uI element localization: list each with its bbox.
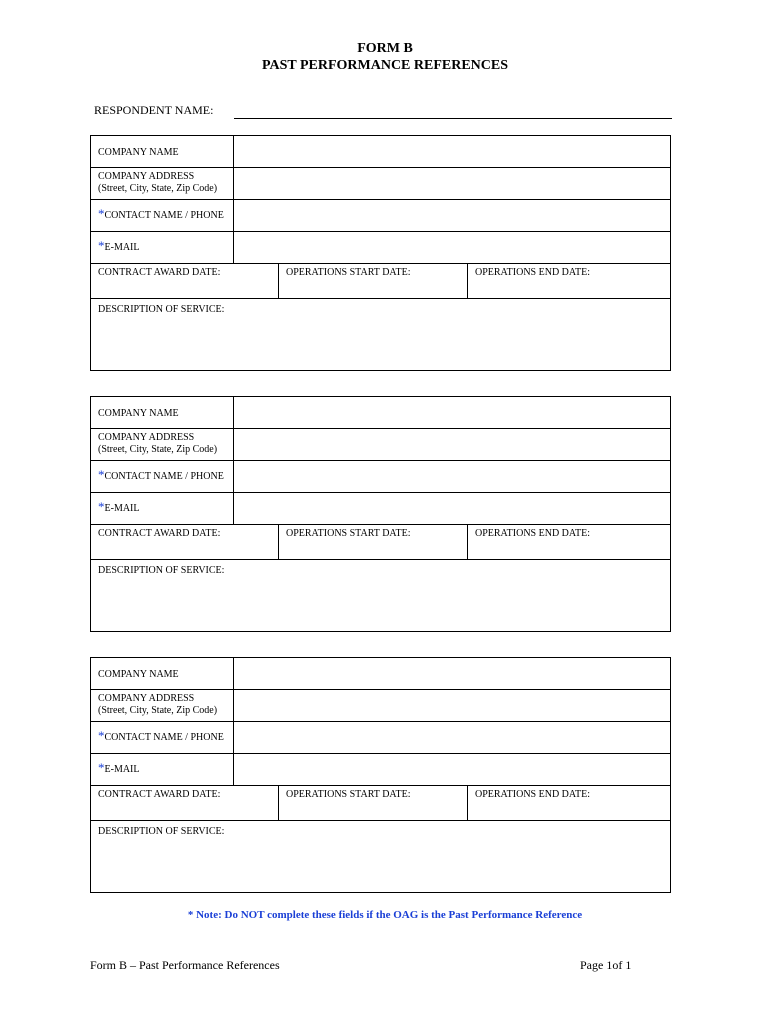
- email-field[interactable]: [234, 232, 670, 263]
- dates-row: [91, 264, 670, 299]
- contact-label-cell: [91, 722, 234, 753]
- required-asterisk: *: [98, 499, 105, 514]
- company-name-row: [91, 658, 670, 690]
- company-address-label-cell: [91, 690, 234, 721]
- contact-field[interactable]: [234, 200, 670, 231]
- operations-end-date-label: OPERATIONS END DATE:: [475, 528, 590, 539]
- contact-row: [91, 722, 670, 754]
- operations-start-date-label: OPERATIONS START DATE:: [286, 789, 411, 800]
- company-address-row: [91, 429, 670, 461]
- required-asterisk: *: [98, 728, 105, 743]
- dates-row: [91, 525, 670, 560]
- contact-label-cell: [91, 200, 234, 231]
- description-field[interactable]: [91, 560, 670, 631]
- contract-award-date-label: CONTRACT AWARD DATE:: [98, 789, 221, 800]
- email-row: [91, 493, 670, 525]
- company-address-label-cell: [91, 168, 234, 199]
- operations-start-date-field[interactable]: [279, 264, 468, 298]
- reference-block: [90, 396, 671, 632]
- company-address-row: [91, 690, 670, 722]
- dates-row: [91, 786, 670, 821]
- contract-award-date-label: CONTRACT AWARD DATE:: [98, 267, 221, 278]
- description-field[interactable]: [91, 821, 670, 892]
- contract-award-date-field[interactable]: [91, 264, 279, 298]
- note-text: * Note: Do NOT complete these fields if the OAG is the Past Performance Reference: [187, 909, 583, 921]
- operations-start-date-field[interactable]: [279, 786, 468, 820]
- description-label: DESCRIPTION OF SERVICE:: [98, 826, 225, 837]
- contact-row: [91, 200, 670, 232]
- company-address-label: COMPANY ADDRESS: [98, 171, 195, 182]
- contract-award-date-field[interactable]: [91, 525, 279, 559]
- respondent-name-field[interactable]: [234, 118, 672, 119]
- contact-label: CONTACT NAME / PHONE: [104, 210, 224, 221]
- contact-label-cell: [91, 461, 234, 492]
- contract-award-date-field[interactable]: [91, 786, 279, 820]
- required-asterisk: *: [98, 467, 105, 482]
- company-name-field[interactable]: [234, 136, 670, 167]
- company-name-field[interactable]: [234, 658, 670, 689]
- company-name-field[interactable]: [234, 397, 670, 428]
- email-label: E-MAIL: [104, 764, 140, 775]
- company-address-field[interactable]: [234, 429, 670, 460]
- operations-start-date-field[interactable]: [279, 525, 468, 559]
- company-address-label: COMPANY ADDRESS: [98, 432, 195, 443]
- page-number: Page 1of 1: [580, 958, 632, 972]
- company-name-row: [91, 397, 670, 429]
- company-name-label: COMPANY NAME: [91, 658, 234, 689]
- required-asterisk: *: [98, 238, 105, 253]
- company-address-sublabel: (Street, City, State, Zip Code): [98, 705, 218, 716]
- operations-start-date-label: OPERATIONS START DATE:: [286, 528, 411, 539]
- description-field[interactable]: [91, 299, 670, 370]
- email-label-cell: [91, 232, 234, 263]
- contact-field[interactable]: [234, 722, 670, 753]
- required-asterisk: *: [98, 760, 105, 775]
- required-asterisk: *: [98, 206, 105, 221]
- company-address-label: COMPANY ADDRESS: [98, 693, 195, 704]
- company-name-label: COMPANY NAME: [91, 397, 234, 428]
- operations-start-date-label: OPERATIONS START DATE:: [286, 267, 411, 278]
- contact-label: CONTACT NAME / PHONE: [104, 471, 224, 482]
- email-label: E-MAIL: [104, 503, 140, 514]
- email-field[interactable]: [234, 493, 670, 524]
- email-label-cell: [91, 754, 234, 785]
- company-address-sublabel: (Street, City, State, Zip Code): [98, 444, 218, 455]
- email-row: [91, 754, 670, 786]
- description-label: DESCRIPTION OF SERVICE:: [98, 565, 225, 576]
- company-name-label: COMPANY NAME: [91, 136, 234, 167]
- operations-end-date-label: OPERATIONS END DATE:: [475, 267, 590, 278]
- form-title: FORM B: [357, 41, 413, 56]
- contact-field[interactable]: [234, 461, 670, 492]
- reference-block: [90, 135, 671, 371]
- respondent-name-label: RESPONDENT NAME:: [94, 103, 214, 117]
- operations-end-date-field[interactable]: [468, 786, 670, 820]
- company-address-label-cell: [91, 429, 234, 460]
- company-address-row: [91, 168, 670, 200]
- company-address-sublabel: (Street, City, State, Zip Code): [98, 183, 218, 194]
- operations-end-date-label: OPERATIONS END DATE:: [475, 789, 590, 800]
- email-field[interactable]: [234, 754, 670, 785]
- company-name-row: [91, 136, 670, 168]
- form-subtitle: PAST PERFORMANCE REFERENCES: [261, 58, 509, 73]
- contact-row: [91, 461, 670, 493]
- email-label-cell: [91, 493, 234, 524]
- contract-award-date-label: CONTRACT AWARD DATE:: [98, 528, 221, 539]
- company-address-field[interactable]: [234, 690, 670, 721]
- operations-end-date-field[interactable]: [468, 264, 670, 298]
- company-address-field[interactable]: [234, 168, 670, 199]
- footer-title: Form B – Past Performance References: [90, 958, 280, 972]
- email-row: [91, 232, 670, 264]
- email-label: E-MAIL: [104, 242, 140, 253]
- reference-block: [90, 657, 671, 893]
- contact-label: CONTACT NAME / PHONE: [104, 732, 224, 743]
- description-label: DESCRIPTION OF SERVICE:: [98, 304, 225, 315]
- operations-end-date-field[interactable]: [468, 525, 670, 559]
